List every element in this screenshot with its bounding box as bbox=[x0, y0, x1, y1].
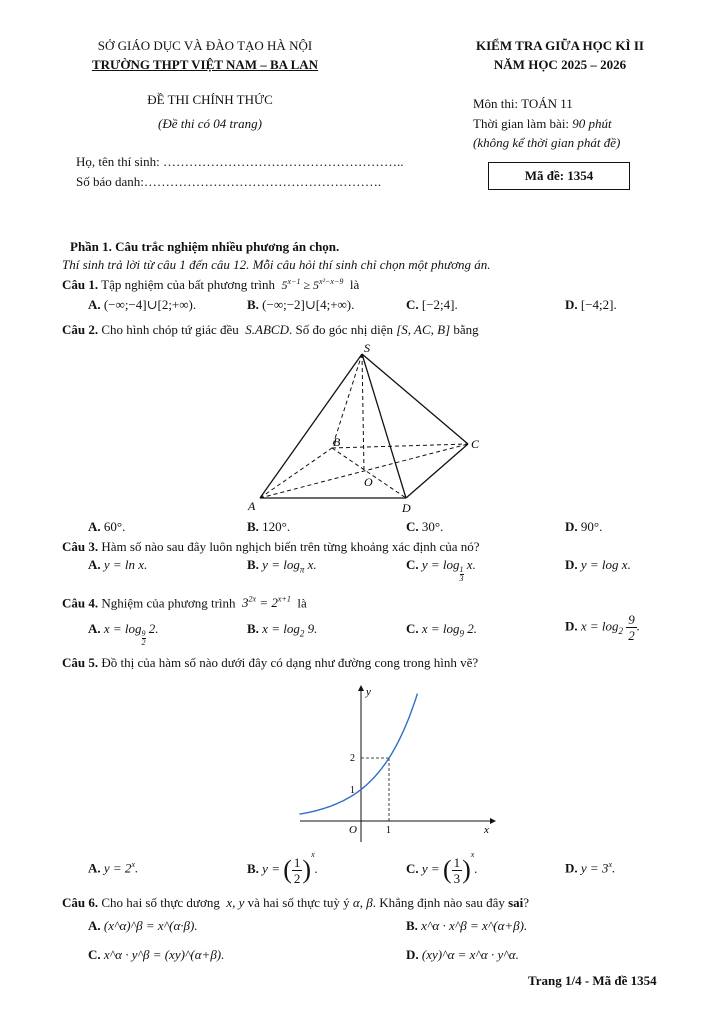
vertex-a-label: A bbox=[248, 499, 256, 513]
question-2: Câu 2. Cho hình chóp tứ giác đều S.ABCD. Số đo góc nhị diện [S, AC, B] bằng bbox=[62, 322, 479, 337]
pages-note: (Đề thi có 04 trang) bbox=[158, 116, 262, 131]
y-axis-label: y bbox=[366, 686, 371, 698]
q3-option-c[interactable]: C. y = log $\frac{1}{3}$ x. bbox=[406, 557, 476, 583]
pyramid-figure bbox=[240, 340, 500, 520]
exponential-graph bbox=[295, 680, 505, 845]
time-note: (không kể thời gian phát đề) bbox=[473, 135, 621, 150]
header-left bbox=[70, 38, 340, 73]
q6-option-b[interactable]: B. x^α · x^β = x^(α+β). bbox=[406, 918, 528, 933]
q5-option-a[interactable]: A. $y = 2^x$. bbox=[88, 860, 139, 876]
candidate-name-field: Họ, tên thí sinh: ……………………………………………….. bbox=[76, 154, 404, 169]
question-5: Câu 5. Đồ thị của hàm số nào dưới đây có dạng như đường cong trong hình vẽ? bbox=[62, 655, 479, 670]
q4-option-d[interactable]: D. $x = \log_2$ $\frac{9}{2}$ . bbox=[565, 612, 641, 643]
q2-option-a[interactable]: A. 60°. bbox=[88, 519, 126, 534]
q3-option-a[interactable]: A. y = ln x. bbox=[88, 557, 148, 572]
department-name: SỞ GIÁO DỤC VÀ ĐÀO TẠO HÀ NỘI bbox=[97, 38, 313, 53]
x-tick-1: 1 bbox=[386, 825, 391, 836]
school-name: TRƯỜNG THPT VIỆT NAM – BA LAN bbox=[91, 57, 319, 72]
subject: Môn thi: TOÁN 11 bbox=[473, 96, 573, 111]
q2-option-b[interactable]: B. 120°. bbox=[247, 519, 291, 534]
q1-option-c[interactable]: C. [−2;4]. bbox=[406, 297, 458, 312]
question-4: Câu 4. Nghiệm của phương trình $3^{2x} = 2^{x+1}$ là bbox=[62, 595, 307, 611]
q2-option-c[interactable]: C. 30°. bbox=[406, 519, 444, 534]
q6-option-d[interactable]: D. (xy)^α = x^α · y^α. bbox=[406, 947, 519, 962]
q2-option-d[interactable]: D. 90°. bbox=[565, 519, 603, 534]
exam-code-box: Mã đề: 1354 bbox=[488, 162, 630, 190]
question-6: Câu 6. Cho hai số thực dương x, y và hai số thực tuỳ ý α, β. Khẳng định nào sau đây sai? bbox=[62, 895, 530, 910]
part1-instruction: Thí sinh trả lời từ câu 1 đến câu 12. Mỗi câu hỏi thí sinh chỉ chọn một phương án. bbox=[62, 257, 491, 272]
q5-option-b[interactable]: B. y = ( $\frac{1}{2}$ )$^x$. bbox=[247, 850, 318, 886]
q1-option-d[interactable]: D. [−4;2]. bbox=[565, 297, 617, 312]
q4-option-a[interactable]: A. x = log $\frac{9}{2}$ 2. bbox=[88, 621, 159, 647]
y-tick-2: 2 bbox=[350, 753, 355, 764]
exam-title: KIỂM TRA GIỮA HỌC KÌ II bbox=[476, 38, 644, 53]
q6-option-a[interactable]: A. (x^α)^β = x^(α·β). bbox=[88, 918, 198, 933]
q5-option-c[interactable]: C. y = ( $\frac{1}{3}$ )$^x$. bbox=[406, 850, 478, 886]
center-o-label: O bbox=[364, 475, 373, 489]
page-footer: Trang 1/4 - Mã đề 1354 bbox=[528, 973, 657, 988]
header-right bbox=[440, 38, 680, 73]
vertex-c-label: C bbox=[471, 437, 480, 451]
part1-title: Phần 1. Câu trắc nghiệm nhiều phương án chọn. bbox=[70, 239, 340, 254]
q4-option-c[interactable]: C. $x = \log_9 2$. bbox=[406, 621, 478, 639]
official-label: ĐỀ THI CHÍNH THỨC bbox=[147, 92, 273, 107]
x-axis-label: x bbox=[484, 824, 489, 836]
y-tick-1: 1 bbox=[350, 785, 355, 796]
q6-option-c[interactable]: C. x^α · y^β = (xy)^(α+β). bbox=[88, 947, 225, 962]
candidate-id-field: Số báo danh:………………………………………………. bbox=[76, 174, 382, 189]
time-limit: Thời gian làm bài: 90 phút bbox=[473, 116, 612, 131]
school-year: NĂM HỌC 2025 – 2026 bbox=[493, 57, 627, 72]
origin-label: O bbox=[349, 824, 357, 836]
question-3: Câu 3. Hàm số nào sau đây luôn nghịch biến trên từng khoảng xác định của nó? bbox=[62, 539, 480, 554]
question-1: Câu 1. Tập nghiệm của bất phương trình $5^{x-1} \ge 5^{x^2-x-9}$ là bbox=[62, 277, 360, 292]
q1-option-a[interactable]: A. (−∞;−4]∪[2;+∞). bbox=[88, 297, 197, 312]
q3-option-d[interactable]: D. y = log x. bbox=[565, 557, 631, 572]
q5-option-d[interactable]: D. $y = 3^x$. bbox=[565, 860, 616, 876]
vertex-s-label: S bbox=[364, 341, 370, 355]
q1-option-b[interactable]: B. (−∞;−2]∪[4;+∞). bbox=[247, 297, 355, 312]
vertex-b-label: B bbox=[333, 435, 341, 449]
q3-option-b[interactable]: B. $y = \log_\pi x$. bbox=[247, 557, 317, 575]
vertex-d-label: D bbox=[402, 501, 411, 515]
q4-option-b[interactable]: B. $x = \log_2 9$. bbox=[247, 621, 318, 639]
